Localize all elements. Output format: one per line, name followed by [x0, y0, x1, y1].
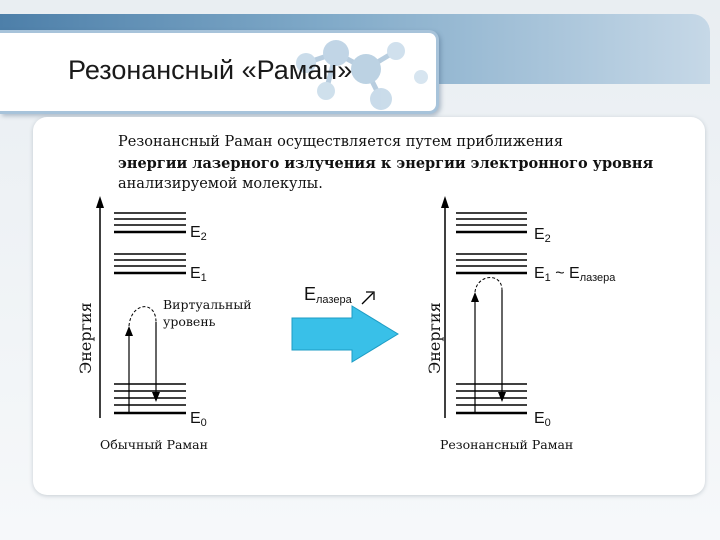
- description-line-3: анализируемой молекулы.: [118, 176, 323, 192]
- laser-increase-arrow-icon: [362, 292, 374, 304]
- slide-title: Резонансный «Раман»: [68, 55, 353, 85]
- right-e2-levels: [456, 213, 527, 232]
- description-line-1: Резонансный Раман осуществляется путем приближения: [118, 134, 564, 150]
- left-e1-levels: [114, 254, 186, 273]
- left-e2-levels: [114, 213, 186, 232]
- description-line-2: энергии лазерного излучения к энергии электронного уровня: [118, 155, 654, 172]
- left-energy-axis: [96, 196, 104, 418]
- right-caption: Резонансный Раман: [440, 437, 574, 452]
- right-raman-transition: [471, 277, 506, 412]
- right-axis-label: Энергия: [425, 302, 444, 374]
- right-e1-label: $E_1$ ~ $E_{лазера}$: [534, 265, 616, 284]
- left-e0-levels: [114, 384, 186, 413]
- left-e1-label: $E_1$: [190, 265, 207, 284]
- right-e1-levels: [456, 254, 527, 273]
- left-caption: Обычный Раман: [100, 437, 208, 452]
- left-e0-label: $E_0$: [190, 410, 207, 429]
- right-e0-label: $E_0$: [534, 410, 551, 429]
- virtual-level-label-line-2: уровень: [163, 314, 216, 329]
- right-e0-levels: [456, 384, 527, 413]
- right-e2-label: $E_2$: [534, 226, 551, 245]
- left-e2-label: $E_2$: [190, 224, 207, 243]
- left-axis-label: Энергия: [76, 302, 95, 374]
- virtual-level-label-line-1: Виртуальный: [163, 297, 252, 312]
- laser-energy-arrow: [292, 306, 398, 362]
- left-raman-transition: [125, 307, 160, 412]
- laser-energy-label: $E_{лазера}$: [304, 284, 352, 306]
